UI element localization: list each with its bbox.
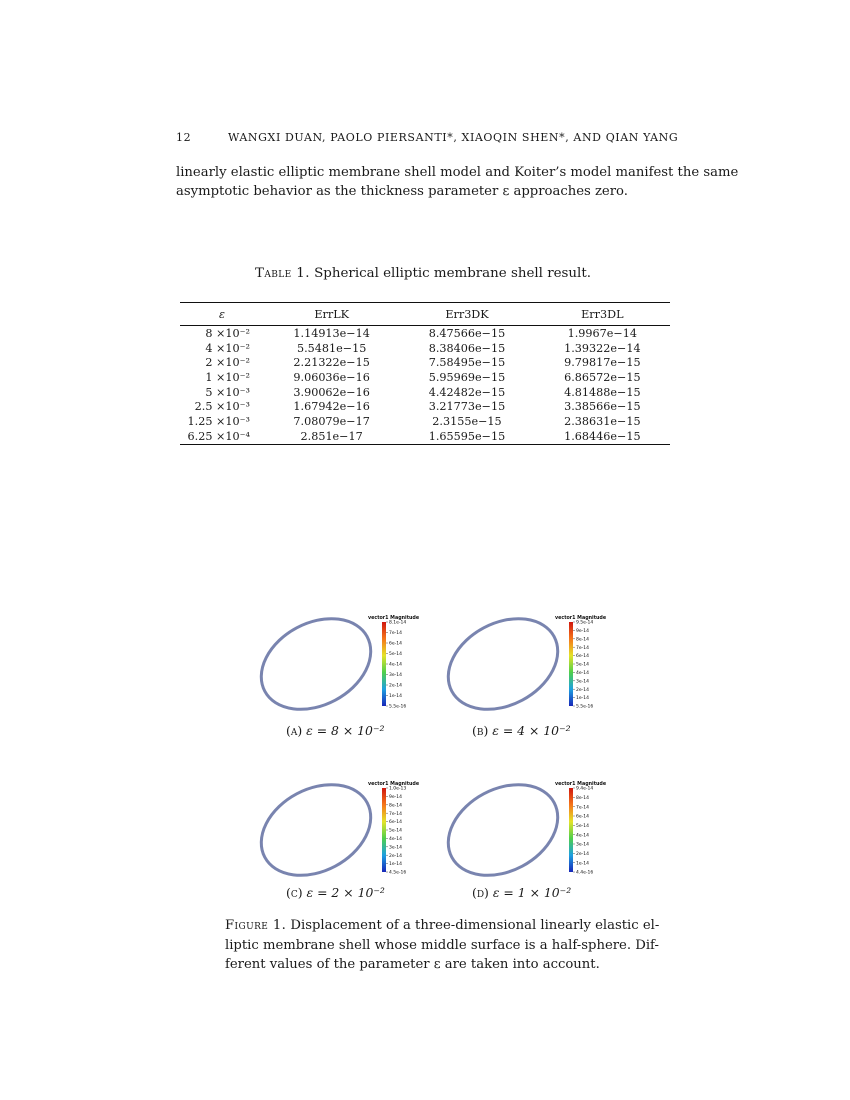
- running-header-authors: WANGXI DUAN, PAOLO PIERSANTI*, XIAOQIN SHEN*, AND QIAN YANG: [228, 131, 679, 144]
- colorbar: [569, 622, 573, 706]
- table-cell-value: 1.9967e−14: [567, 326, 638, 340]
- subfigure-eq-a: ε = 8 × 10⁻²: [306, 723, 385, 738]
- colorbar-tick-label: 3e-14: [389, 673, 402, 679]
- page-number: 12: [176, 131, 192, 144]
- subfigure-eq-c: ε = 2 × 10⁻²: [306, 885, 385, 900]
- shell-plot-svg: [250, 768, 450, 888]
- colorbar-tick-label: 5.5e-16: [576, 704, 594, 710]
- table-body: [180, 326, 670, 445]
- figure-panel-b: [437, 602, 637, 722]
- subfigure-tag-c: (c): [286, 885, 303, 900]
- table-row: [180, 370, 670, 385]
- figure-caption-line-2: liptic membrane shell whose middle surface is a half-sphere. Dif-: [225, 937, 659, 953]
- colorbar-title: vector1 Magnitude: [368, 782, 420, 787]
- colorbar-title: vector1 Magnitude: [555, 616, 607, 621]
- figure-caption-line-1: [225, 916, 660, 936]
- table-cell-value: 7.08079e−17: [293, 414, 370, 428]
- colorbar-tick-label: 9.4e-14: [576, 786, 594, 792]
- figure-caption-label: Figure 1.: [225, 918, 287, 933]
- colorbar: [382, 788, 386, 872]
- colorbar-tick-label: 2e-14: [389, 853, 402, 859]
- colorbar-tick-label: 2e-14: [576, 851, 589, 857]
- colorbar-tick-label: 7e-14: [576, 645, 589, 651]
- table-row: [180, 341, 670, 356]
- body-paragraph: [176, 163, 739, 201]
- colorbar-tick-label: 6e-14: [389, 820, 402, 826]
- colorbar-tick-label: 7e-14: [576, 805, 589, 811]
- shell-plot-svg: [250, 602, 450, 722]
- table-cell-value: 5.95969e−15: [428, 370, 506, 384]
- table-row: [180, 355, 670, 370]
- table-cell-value: 1.14913e−14: [293, 326, 370, 340]
- column-header-errlk: ErrLK: [314, 307, 349, 321]
- colorbar-tick-label: 6e-14: [576, 814, 589, 820]
- colorbar-tick-label: 8e-14: [576, 637, 589, 643]
- colorbar-tick-label: 4e-14: [389, 837, 402, 842]
- colorbar-tick-label: 9.5e-14: [576, 620, 594, 626]
- colorbar-tick-label: 2e-14: [389, 683, 402, 689]
- colorbar-tick-label: 4.5e-16: [389, 870, 407, 876]
- table-row: [180, 399, 670, 414]
- table-cell-epsilon: 5 ×10⁻³: [205, 385, 250, 399]
- table-row: [180, 429, 670, 444]
- table-cell-value: 8.38406e−15: [428, 341, 506, 355]
- colorbar-tick-label: 4e-14: [389, 662, 402, 668]
- table-cell-value: 1.67942e−16: [293, 400, 370, 414]
- column-header-epsilon: ε: [218, 307, 225, 321]
- table-cell-value: 4.42482e−15: [428, 385, 506, 399]
- table-cell-epsilon: 4 ×10⁻²: [205, 341, 250, 355]
- colorbar-title: vector1 Magnitude: [555, 782, 607, 787]
- table-cell-value: 1.39322e−14: [564, 341, 641, 355]
- table-cell-epsilon: 2 ×10⁻²: [205, 356, 250, 370]
- body-line-2: asymptotic behavior as the thickness parameter ε approaches zero.: [176, 184, 628, 199]
- table-cell-epsilon: 6.25 ×10⁻⁴: [187, 429, 250, 443]
- colorbar-tick-label: 4e-14: [576, 833, 589, 839]
- column-header-err3dk: Err3DK: [445, 307, 489, 321]
- colorbar-tick-label: 3e-14: [389, 845, 402, 851]
- table-row: [180, 326, 670, 341]
- colorbar-tick-label: 7e-14: [389, 811, 402, 817]
- figure-caption-text-1: Displacement of a three-dimensional linearly elastic el-: [290, 918, 660, 933]
- colorbar-tick-label: 2e-14: [576, 687, 589, 693]
- shell-plot-svg: [437, 768, 637, 888]
- table-cell-value: 1.65595e−15: [428, 429, 506, 443]
- subfigure-tag-b: (b): [472, 723, 489, 738]
- table-cell-value: 3.90062e−16: [293, 385, 370, 399]
- colorbar-tick-label: 5e-14: [389, 652, 402, 658]
- table-cell-value: 9.06036e−16: [293, 370, 370, 384]
- table-cell-epsilon: 1 ×10⁻²: [205, 370, 250, 384]
- colorbar-tick-label: 8e-14: [576, 795, 589, 801]
- table-row: [180, 414, 670, 429]
- table-caption: [176, 266, 670, 281]
- table-cell-epsilon: 2.5 ×10⁻³: [194, 400, 250, 414]
- colorbar-tick-label: 3e-14: [576, 679, 589, 685]
- figure-caption-line-3: ferent values of the parameter ε are taken into account.: [225, 957, 600, 972]
- table-caption-label: Table 1.: [255, 266, 310, 281]
- colorbar-tick-label: 4e-14: [576, 671, 589, 676]
- subfigure-caption-d: [472, 885, 571, 900]
- table-cell-value: 2.3155e−15: [432, 414, 502, 428]
- colorbar-tick-label: 1e-14: [389, 862, 402, 868]
- colorbar-tick-label: 4.4e-16: [576, 870, 594, 876]
- colorbar-tick-label: 9e-14: [389, 795, 402, 800]
- figure-panel-c: [250, 768, 450, 888]
- shell-plot-svg: [437, 602, 637, 722]
- body-line-1: linearly elastic elliptic membrane shell model and Koiter’s model manifest the same: [176, 165, 739, 180]
- table-cell-value: 4.81488e−15: [564, 385, 641, 399]
- table-cell-value: 2.38631e−15: [564, 414, 641, 428]
- table-cell-epsilon: 8 ×10⁻²: [205, 326, 250, 340]
- subfigure-caption-b: [472, 723, 571, 738]
- table-cell-value: 7.58495e−15: [428, 356, 506, 370]
- subfigure-eq-d: ε = 1 × 10⁻²: [492, 885, 572, 900]
- subfigure-caption-c: [286, 885, 385, 900]
- colorbar-tick-label: 1.0e-13: [389, 786, 407, 792]
- colorbar-tick-label: 8.1e-14: [389, 620, 407, 626]
- colorbar-tick-label: 5e-14: [576, 662, 589, 668]
- colorbar-tick-label: 9e-14: [576, 629, 589, 634]
- colorbar-title: vector1 Magnitude: [368, 616, 420, 621]
- table-cell-value: 1.68446e−15: [564, 429, 641, 443]
- table-cell-value: 9.79817e−15: [564, 356, 641, 370]
- column-header-err3dl: Err3DL: [581, 307, 624, 321]
- colorbar-tick-label: 1e-14: [576, 696, 589, 702]
- figure-panel-d: [437, 768, 637, 888]
- colorbar-tick-label: 5e-14: [389, 828, 402, 834]
- colorbar-tick-label: 3e-14: [576, 842, 589, 848]
- colorbar-tick-label: 6e-14: [389, 641, 402, 647]
- table-row: [180, 385, 670, 400]
- subfigure-eq-b: ε = 4 × 10⁻²: [492, 723, 571, 738]
- colorbar-tick-label: 6e-14: [576, 654, 589, 660]
- figure-caption: [225, 916, 660, 975]
- table-cell-value: 3.21773e−15: [428, 400, 506, 414]
- colorbar: [382, 622, 386, 706]
- table-cell-value: 8.47566e−15: [428, 326, 506, 340]
- table-header-row: [180, 303, 670, 326]
- colorbar-tick-label: 1e-14: [389, 694, 402, 700]
- table-cell-value: 5.5481e−15: [296, 341, 367, 355]
- table-cell-value: 2.851e−17: [300, 429, 363, 443]
- table-caption-text: Spherical elliptic membrane shell result.: [314, 266, 591, 281]
- table-cell-value: 2.21322e−15: [293, 356, 370, 370]
- figure-panel-a: [250, 602, 450, 722]
- results-table: [180, 302, 670, 445]
- subfigure-tag-d: (d): [472, 885, 489, 900]
- colorbar-tick-label: 8e-14: [389, 803, 402, 809]
- table-cell-value: 6.86572e−15: [564, 370, 641, 384]
- colorbar-tick-label: 5.5e-16: [389, 704, 407, 710]
- subfigure-tag-a: (a): [286, 723, 303, 738]
- colorbar-tick-label: 5e-14: [576, 823, 589, 829]
- table-cell-epsilon: 1.25 ×10⁻³: [187, 414, 250, 428]
- colorbar: [569, 788, 573, 872]
- colorbar-tick-label: 7e-14: [389, 631, 402, 637]
- table-cell-value: 3.38566e−15: [564, 400, 641, 414]
- colorbar-tick-label: 1e-14: [576, 861, 589, 867]
- subfigure-caption-a: [286, 723, 384, 738]
